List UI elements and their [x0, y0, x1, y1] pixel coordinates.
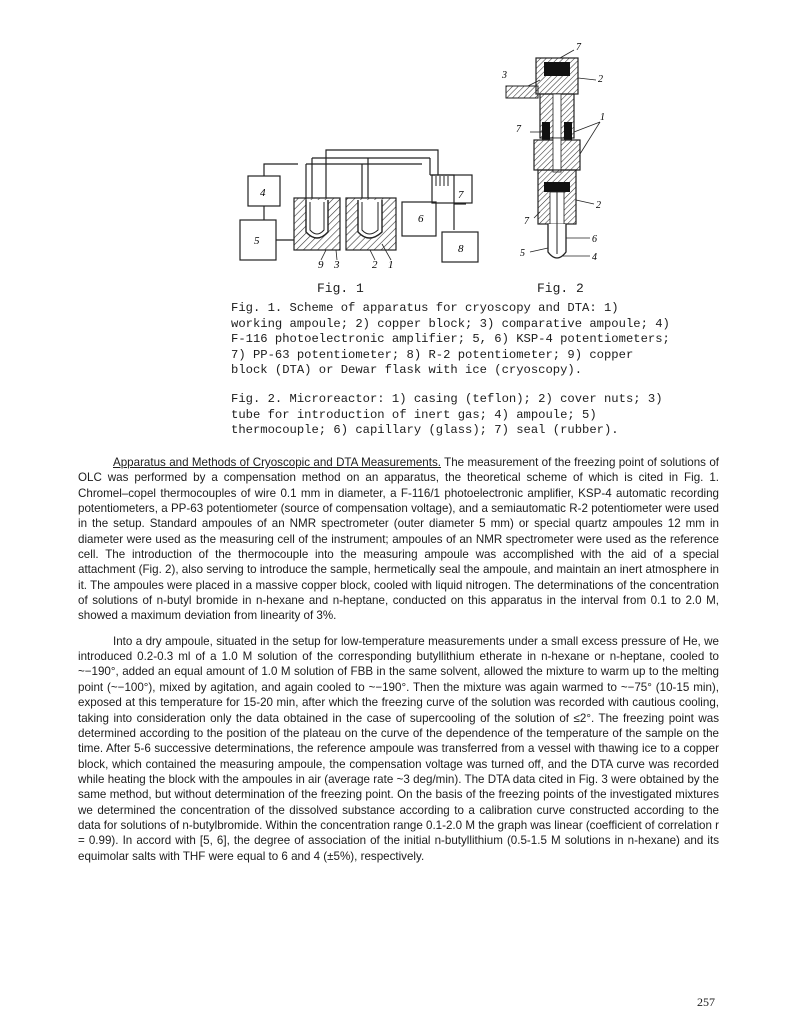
figure-1-caption-text: Fig. 1. Scheme of apparatus for cryoscopy and DTA: 1) working ampoule; 2) copper block; 3) comparative ampoule; 4) F-116 photoelectronic amplifier; 5, 6) KSP-4 potentiometers; 7) PP-63 potentiometer; 8) R-2 potentiometer; 9) copper block (DTA) or Dewar flask with ice (cryoscopy).	[231, 301, 670, 378]
paragraph-1	[78, 455, 719, 624]
fig2-num-1: 1	[600, 112, 605, 123]
fig2-num-2-mid: 2	[596, 200, 601, 211]
fig1-num-6: 6	[418, 213, 424, 225]
fig2-num-7-low: 7	[524, 216, 529, 227]
fig1-num-1: 1	[388, 259, 394, 271]
fig1-num-8: 8	[458, 243, 464, 255]
fig2-num-3: 3	[502, 70, 507, 81]
figure-2-caption	[231, 392, 675, 439]
fig2-num-5: 5	[520, 248, 525, 259]
fig1-num-3: 3	[334, 259, 340, 271]
fig2-num-2-top: 2	[598, 74, 603, 85]
fig1-num-2: 2	[372, 259, 378, 271]
paragraph-1-text: The measurement of the freezing point of solutions of OLC was performed by a compensation method on an apparatus, the theoretical scheme of which is cited in Fig. 1. Chromel–copel thermocouples of wire 0.1 mm in diameter, a F-116/1 photoelectronic amplifier, KSP-4 automatic recording potentiometers, a PP-63 potentiometer (source of compensation voltage), and a semiautomatic R-2 potentiometer were used in the setup. Standard ampoules of an NMR spectrometer (outer diameter 5 mm) or special quartz ampoules 12 mm in diameter were used as the measuring cell of the instrument; ampoules of an NMR spectrometer were used as the reference cell. The introduction of the thermocouple into the measuring ampoule was accomplished with the aid of a special attachment (Fig. 2), also serving to introduce the sample, hermetically seal the ampoule, and maintain an inert atmosphere in it. The ampoules were placed in a massive copper block, cooled with liquid nitrogen. The determinations of the concentration of solutions of n-butyl bromide in n-hexane and n-heptane, conducted on this apparatus in the interval from 0.1 to 2.0 M, showed a maximum deviation from linearity of 3%.	[78, 456, 719, 623]
page-number: 257	[697, 995, 715, 1009]
figure-2-caption-text: Fig. 2. Microreactor: 1) casing (teflon); 2) cover nuts; 3) tube for introduction of inert gas; 4) ampoule; 5) thermocouple; 6) capillary (glass); 7) seal (rubber).	[231, 392, 663, 438]
figure-1-caption	[231, 301, 675, 379]
fig1-num-4: 4	[260, 187, 266, 199]
paragraph-2: Into a dry ampoule, situated in the setup for low-temperature measurements under a small excess pressure of He, we introduced 0.2-0.3 ml of a 1.0 M solution of the corresponding butyllithium etherate in n-hexane or n-heptane, cooled to ~−190°, added an equal amount of 1.0 M solution of FBB in the same solvent, allowed the mixture to warm up to the melting point (~−100°), mixed by agitation, and again cooled to ~−190°. Then the mixture was again warmed to ~−75° (10-15 min), exposed at this temperature for 15-20 min, after which the freezing curve of the solution was recorded with cautious cooling, taking into consideration only the data obtained in the case of supercooling of the solution of ≤2°. The freezing point was determined according to the position of the plateau on the curve of the dependence of the temperature of the sample on the time. After 5-6 successive determinations, the reference ampoule was transferred from a vessel with thawing ice to a copper block, which contained the measuring ampoule, the compensation voltage was turned off, and the DTA curve was recorded while heating the block with the ampoules in air (average rate ~3 deg/min). The DTA data cited in Fig. 3 were obtained by the same method, but without determination of the freezing point. On the basis of the freezing points of the investigated mixtures we determined the concentration of the dissolved substance according to a calibration curve constructed according to the data for solutions of n-butylbromide. Within the concentration range 0.1-2.0 M the graph was linear (coefficient of correlation r = 0.99). In accord with [5, 6], the degree of association of the initial n-butyllithium (0.5-1.5 M solutions in n-hexane) and its equimolar salts with THF were equal to 6 and 4 (±5%), respectively.	[78, 634, 720, 863]
fig2-num-6: 6	[592, 234, 597, 245]
figure-2-diagram	[500, 42, 610, 274]
copper-block-right	[346, 198, 396, 250]
fig1-num-5: 5	[254, 235, 260, 247]
copper-block-left	[294, 198, 340, 250]
fig1-num-9: 9	[318, 259, 324, 271]
gas-inlet-tube	[506, 86, 538, 98]
fig2-num-4: 4	[592, 252, 597, 263]
figure-1-label: Fig. 1	[317, 281, 364, 296]
figure-1-diagram	[236, 140, 486, 275]
fig1-num-7: 7	[458, 189, 464, 201]
pp63-box	[432, 175, 472, 203]
section-heading: Apparatus and Methods of Cryoscopic and DTA Measurements.	[113, 456, 441, 469]
figure-2-label: Fig. 2	[537, 281, 584, 296]
body-text	[78, 455, 719, 864]
fig2-num-7-left: 7	[516, 124, 521, 135]
fig2-num-7-top: 7	[576, 42, 581, 53]
